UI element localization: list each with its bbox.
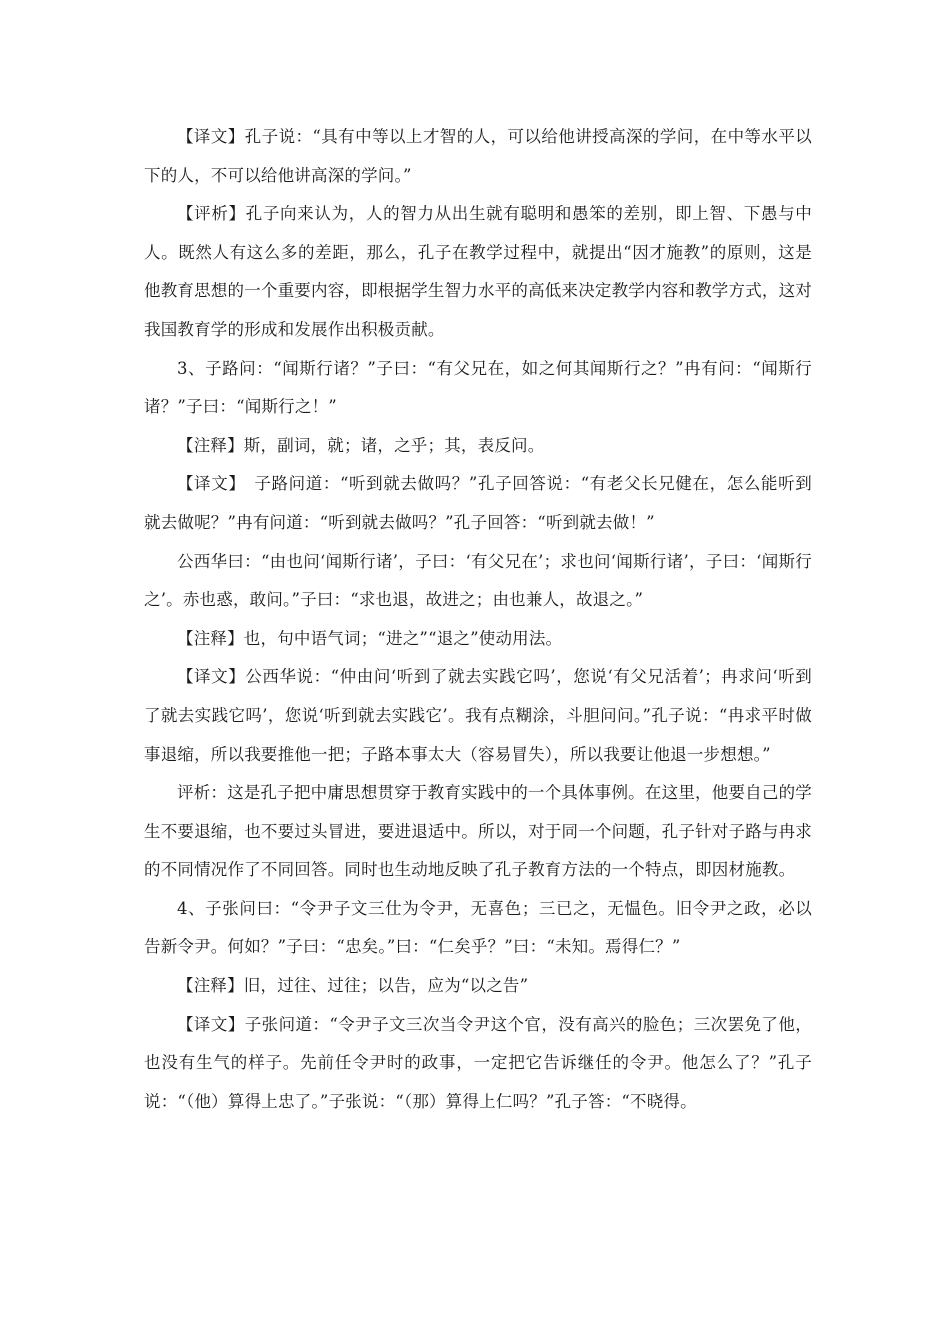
paragraph-commentary-1: 【评析】孔子向来认为，人的智力从出生就有聪明和愚笨的差别，即上智、下愚与中人。既然人有这么多的差距，那么，孔子在教学过程中，就提出“因才施教”的原则，这是他教育思想的一个重要内容，即根据学生智力水平的高低来决定教学内容和教学方式，这对我国教育学的形成和发展作出积极贡献。 [144,204,812,339]
paragraph-passage-4: 4、子张问曰：“令尹子文三仕为令尹，无喜色；三已之，无愠色。旧令尹之政，必以告新令尹。何如？”子曰：“忠矣。”曰：“仁矣乎？”曰：“未知。焉得仁？” [144,898,812,957]
paragraph-commentary-3: 评析：这是孔子把中庸思想贯穿于教育实践中的一个具体事例。在这里，他要自己的学生不要退缩，也不要过头冒进，要进退适中。所以，对于同一个问题，孔子针对子路与冉求的不同情况作了不同回答。同时也生动地反映了孔子教育方法的一个特点，即因材施教。 [144,783,812,880]
paragraph-passage-3: 3、子路问：“闻斯行诸？”子曰：“有父兄在，如之何其闻斯行之？”冉有问：“闻斯行诸？”子曰：“闻斯行之！” [144,358,812,417]
paragraph-passage-3-continued: 公西华曰：“由也问‘闻斯行诸’，子曰：‘有父兄在’；求也问‘闻斯行诸’，子曰：‘闻斯行之’。赤也惑，敢问。”子曰：“求也退，故进之；由也兼人，故退之。” [144,551,812,610]
paragraph-translation-1: 【译文】孔子说：“具有中等以上才智的人，可以给他讲授高深的学问，在中等水平以下的人，不可以给他讲高深的学问。” [144,127,812,185]
paragraph-annotation-3: 【注释】斯，副词，就；诸，之乎；其，表反问。 [177,435,545,455]
paragraph-translation-3: 【译文】 子路问道：“听到就去做吗？”孔子回答说：“有老父长兄健在，怎么能听到就去做呢？”冉有问道：“听到就去做吗？”孔子回答：“听到就去做！” [144,474,812,532]
paragraph-translation-4: 【译文】子张问道：“令尹子文三次当令尹这个官，没有高兴的脸色；三次罢免了他，也没有生气的样子。先前任令尹时的政事，一定把它告诉继任的令尹。他怎么了？”孔子说：“（他）算得上忠了。”子张说：“（那）算得上仁吗？”孔子答：“不晓得。 [144,1014,812,1111]
document-body [144,118,812,1121]
paragraph-translation-3b: 【译文】公西华说：“仲由问‘听到了就去实践它吗’，您说‘有父兄活着’；冉求问‘听到了就去实践它吗’，您说‘听到就去实践它’。我有点糊涂，斗胆问问。”孔子说：“冉求平时做事退缩，所以我要推他一把；子路本事太大（容易冒失），所以我要让他退一步想想。” [144,667,812,764]
paragraph-annotation-4: 【注释】旧，过往、过往；以告，应为“以之告” [177,976,529,996]
paragraph-annotation-3b: 【注释】也，句中语气词；“进之”“退之”使动用法。 [177,628,563,648]
